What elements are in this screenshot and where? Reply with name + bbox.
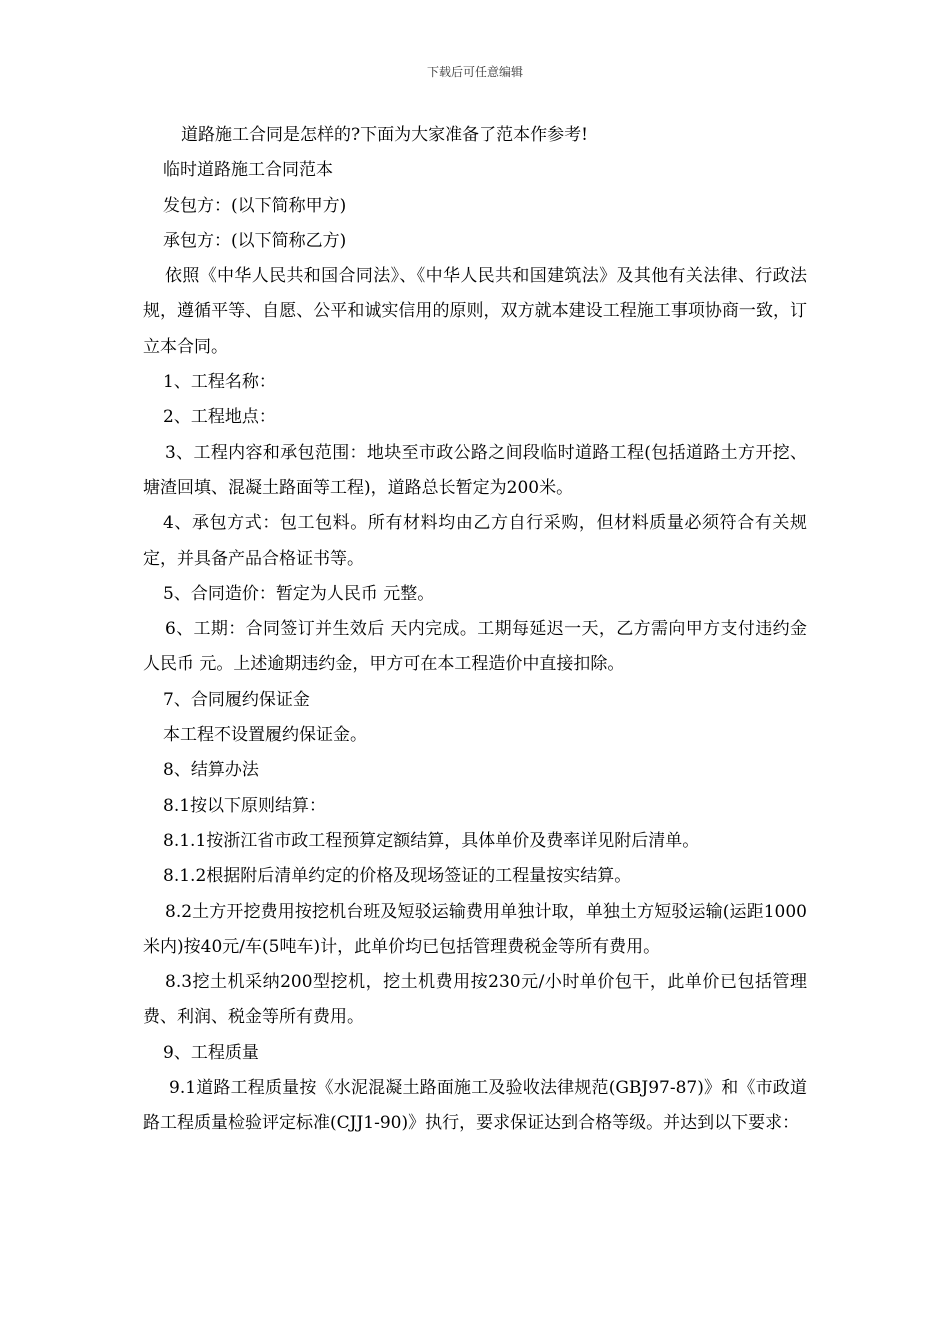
preamble-paragraph: 依照《中华人民共和国合同法》、《中华人民共和国建筑法》及其他有关法律、行政法规，遵循平等、自愿、公平和诚实信用的原则，双方就本建设工程施工事项协商一致，订立本合同。 <box>143 266 807 357</box>
party-b-line: 承包方：(以下简称乙方) <box>163 230 347 251</box>
clause-9-1: 9.1道路工程质量按《水泥混凝土路面施工及验收法律规范(GBJ97-87)》和《市政道路工程质量检验评定标准(CJJ1-90)》执行，要求保证达到合格等级。并达到以下要求： <box>143 1078 807 1134</box>
document-title: 临时道路施工合同范本 <box>163 160 333 181</box>
page-header: 下载后可任意编辑 <box>426 65 523 79</box>
clause-1: 1、工程名称： <box>163 372 276 393</box>
clause-8: 8、结算办法 <box>163 760 259 781</box>
intro-paragraph: 道路施工合同是怎样的?下面为大家准备了范本作参考! <box>181 125 588 145</box>
clause-8-2: 8.2土方开挖费用按挖机台班及短驳运输费用单独计取，单独土方短驳运输(运距1000米内)按40元/车(5吨车)计，此单价均已包括管理费税金等所有费用。 <box>143 901 807 957</box>
clause-7-content: 本工程不设置履约保证金。 <box>163 725 367 746</box>
clause-6: 6、工期：合同签订并生效后 天内完成。工期每延迟一天，乙方需向甲方支付违约金人民币 元。上述逾期违约金，甲方可在本工程造价中直接扣除。 <box>143 619 807 675</box>
clause-3: 3、工程内容和承包范围：地块至市政公路之间段临时道路工程(包括道路土方开挖、塘渣回填、混凝土路面等工程)，道路总长暂定为200米。 <box>143 442 807 498</box>
document-body <box>143 118 807 1142</box>
clause-8-1-2: 8.1.2根据附后清单约定的价格及现场签证的工程量按实结算。 <box>163 866 632 887</box>
clause-8-3: 8.3挖土机采纳200型挖机，挖土机费用按230元/小时单价包干，此单价已包括管理费、利润、税金等所有费用。 <box>143 972 807 1028</box>
clause-8-1: 8.1按以下原则结算： <box>163 795 327 816</box>
clause-2: 2、工程地点： <box>163 407 276 428</box>
clause-5: 5、合同造价：暂定为人民币 元整。 <box>163 583 435 604</box>
party-a-line: 发包方：(以下简称甲方) <box>163 195 347 216</box>
clause-9: 9、工程质量 <box>163 1042 259 1063</box>
clause-8-1-1: 8.1.1按浙江省市政工程预算定额结算，具体单价及费率详见附后清单。 <box>163 830 700 851</box>
clause-4: 4、承包方式：包工包料。所有材料均由乙方自行采购，但材料质量必须符合有关规定，并具备产品合格证书等。 <box>143 513 807 569</box>
clause-7: 7、合同履约保证金 <box>163 689 310 710</box>
